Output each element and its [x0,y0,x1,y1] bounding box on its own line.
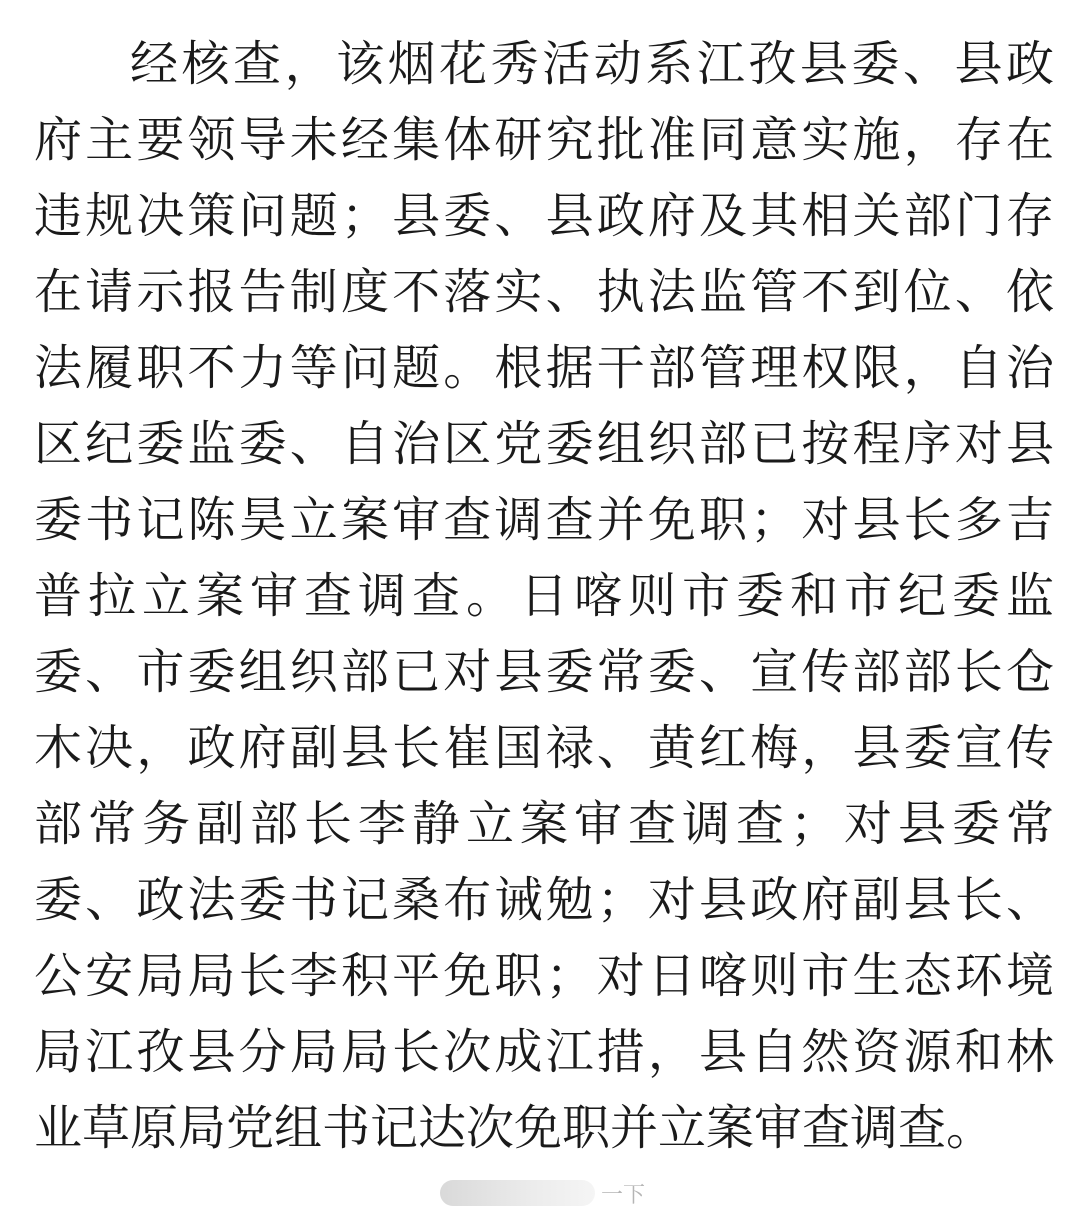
text-line: 木决，政府副县长崔国禄、黄红梅，县委宣传 [34,720,1054,776]
text-line: 委书记陈昊立案审查调查并免职；对县长多吉 [34,492,1054,548]
text-line: 部常务副部长李静立案审查调查；对县委常 [34,796,1054,852]
watermark [440,1172,645,1214]
text-line: 委、市委组织部已对县委常委、宣传部部长仓 [34,644,1054,700]
text-line: 法履职不力等问题。根据干部管理权限，自治 [34,340,1054,396]
text-line: 公安局局长李积平免职；对日喀则市生态环境 [34,948,1054,1004]
text-line: 业草原局党组书记达次免职并立案审查调查。 [34,1100,995,1156]
watermark-text: 一下 [601,1182,646,1208]
text-line: 委、政法委书记桑布诫勉；对县政府副县长、 [34,872,1054,928]
document-body [34,26,1054,1166]
blurred-watermark-text [440,1180,595,1206]
text-line: 普拉立案审查调查。日喀则市委和市纪委监 [34,568,1054,624]
text-line: 局江孜县分局局长次成江措，县自然资源和林 [34,1024,1054,1080]
text-line: 经核查，该烟花秀活动系江孜县委、县政 [130,36,1054,92]
text-line: 在请示报告制度不落实、执法监管不到位、依 [34,264,1054,320]
text-line: 区纪委监委、自治区党委组织部已按程序对县 [34,416,1054,472]
text-line: 府主要领导未经集体研究批准同意实施，存在 [34,112,1054,168]
text-line: 违规决策问题；县委、县政府及其相关部门存 [34,188,1054,244]
